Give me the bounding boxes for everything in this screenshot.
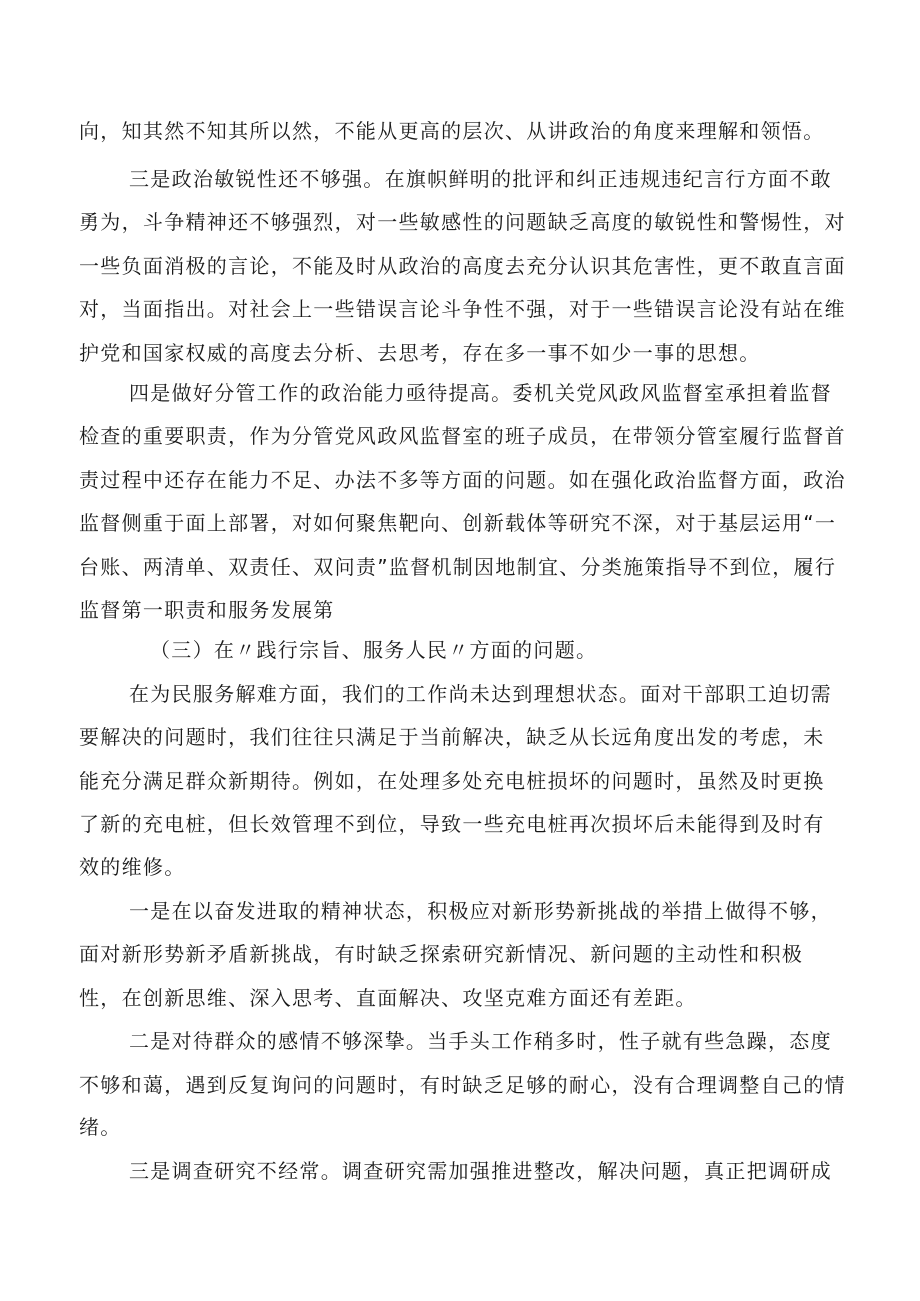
text-line: 监督第一职责和服务发展第: [79, 598, 335, 622]
text-line: 三是调查研究不经常。调查研究需加强推进整改，解决问题，真正把调研成: [129, 1159, 832, 1183]
text-line: 向，知其然不知其所以然，不能从更高的层次、从讲政治的角度来理解和领悟。: [79, 119, 825, 143]
text-line: 二是对待群众的感情不够深挚。当手头工作稍多时，性子就有些急躁，态度: [129, 1029, 832, 1053]
text-line: 四是做好分管工作的政治能力亟待提高。委机关党风政风监督室承担着监督: [129, 381, 832, 405]
text-line: 护党和国家权威的高度去分析、去思考，存在多一事不如少一事的思想。: [79, 341, 761, 365]
text-line: 勇为，斗争精神还不够强烈，对一些敏感性的问题缺乏高度的敏锐性和警惕性，对: [79, 210, 846, 234]
text-line: 了新的充电桩，但长效管理不到位，导致一些充电桩再次损坏后未能得到及时有: [79, 812, 825, 836]
text-line: 效的维修。: [79, 855, 186, 879]
text-line: 责过程中还存在能力不足、办法不多等方面的问题。如在强化政治监督方面，政治: [79, 468, 846, 492]
text-line: 检查的重要职责，作为分管党风政风监督室的班子成员，在带领分管室履行监督首: [79, 424, 846, 448]
section-heading: （三）在〃践行宗旨、服务人民〃方面的问题。: [150, 638, 598, 662]
text-line: 要解决的问题时，我们往往只满足于当前解决，缺乏从长远角度出发的考虑，未: [79, 725, 825, 749]
text-line: 在为民服务解难方面，我们的工作尚未达到理想状态。面对干部职工迫切需: [129, 682, 832, 706]
text-line: 监督侧重于面上部署，对如何聚焦靶向、创新载体等研究不深，对于基层运用“一: [79, 511, 837, 535]
text-line: 三是政治敏锐性还不够强。在旗帜鲜明的批评和纠正违规违纪言行方面不敢: [129, 167, 832, 191]
text-line: 面对新形势新矛盾新挑战，有时缺乏探索研究新情况、新问题的主动性和积极: [79, 942, 804, 966]
text-line: 对，当面指出。对社会上一些错误言论斗争性不强，对于一些错误言论没有站在维: [79, 297, 846, 321]
text-line: 不够和蔼，遇到反复询问的问题时，有时缺乏足够的耐心，没有合理调整自己的情: [79, 1073, 846, 1097]
text-line: 一是在以奋发进取的精神状态，积极应对新形势新挑战的举措上做得不够，: [129, 899, 832, 923]
text-line: 能充分满足群众新期待。例如，在处理多处充电桩损坏的问题时，虽然及时更换: [79, 769, 825, 793]
text-line: 台账、两清单、双责任、双问责”监督机制因地制宜、分类施策指导不到位，履行: [79, 555, 837, 579]
text-line: 绪。: [79, 1115, 122, 1139]
text-line: 性，在创新思维、深入思考、直面解决、攻坚克难方面还有差距。: [79, 986, 697, 1010]
text-line: 一些负面消极的言论，不能及时从政治的高度去充分认识其危害性，更不敢直言面: [79, 254, 846, 278]
